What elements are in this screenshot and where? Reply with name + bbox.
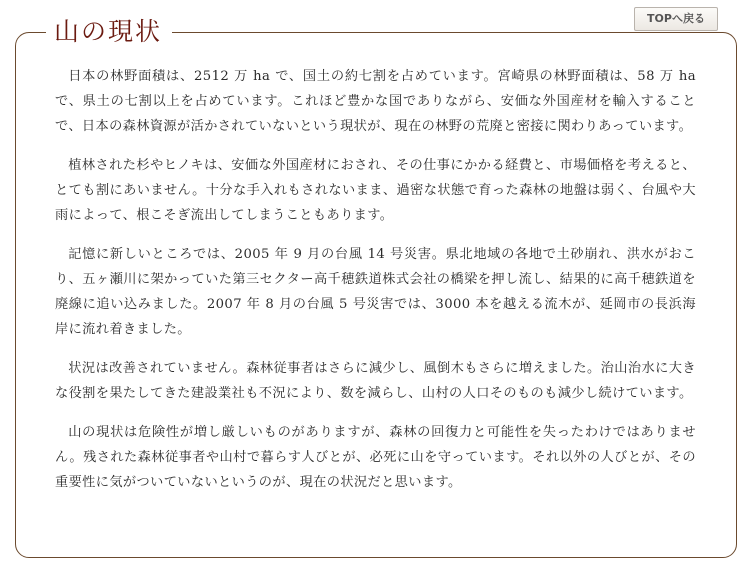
back-to-top-button[interactable]: TOPへ戻る bbox=[634, 7, 718, 31]
section-title: 山の現状 bbox=[54, 17, 163, 46]
paragraph: 植林された杉やヒノキは、安価な外国産材におされ、その仕事にかかる経費と、市場価格を考えると、とても割にあいません。十分な手入れもされないまま、過密な状態で育った森林の地盤は弱く、台風や大雨によって、根こそぎ流出してしまうこともあります。 bbox=[55, 158, 696, 223]
paragraph: 状況は改善されていません。森林従事者はさらに減少し、風倒木もさらに増えました。治山治水に大きな役割を果たしてきた建設業社も不況により、数を減らし、山村の人口そのものも減少し続けています。 bbox=[55, 361, 696, 401]
section-content bbox=[55, 64, 696, 509]
paragraph: 記憶に新しいところでは、2005 年 9 月の台風 14 号災害。県北地域の各地で土砂崩れ、洪水がおこり、五ヶ瀬川に架かっていた第三セクター高千穂鉄道株式会社の橋梁を押し流し、結果的に高千穂鉄道を廃線に追い込みました。2007 年 8 月の台風 5 号災害では、3000 本を越える流木が、延岡市の長浜海岸に流れ着きました。 bbox=[55, 247, 696, 337]
paragraph: 日本の林野面積は、2512 万 ha で、国土の約七割を占めています。宮崎県の林野面積は、58 万 ha で、県土の七割以上を占めています。これほど豊かな国でありながら、安価な外国産材を輸入することで、日本の森林資源が活かされていないという現状が、現在の林野の荒廃と密接に関わりあっています。 bbox=[55, 69, 696, 134]
section-heading-wrap bbox=[46, 16, 172, 48]
paragraph: 山の現状は危険性が増し厳しいものがありますが、森林の回復力と可能性を失ったわけではありません。残された森林従事者や山村で暮らす人びとが、必死に山を守っています。それ以外の人びとが、その重要性に気がついていないというのが、現在の状況だと思います。 bbox=[55, 425, 696, 490]
